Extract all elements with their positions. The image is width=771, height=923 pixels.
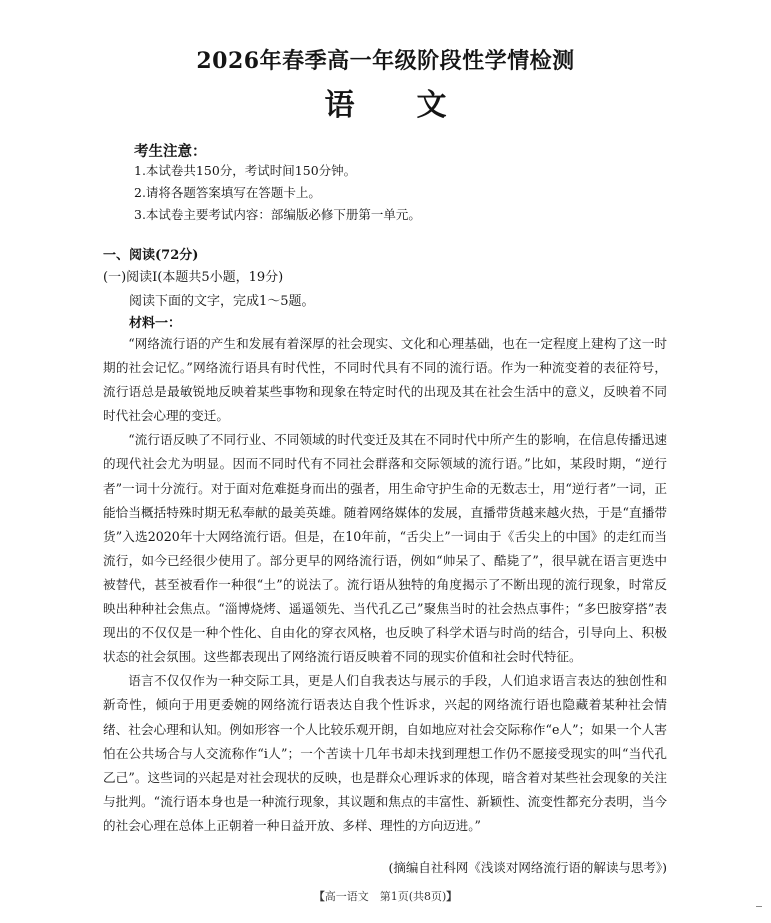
notice-item: 3.本试卷主要考试内容：部编版必修下册第一单元。 xyxy=(134,207,421,222)
subject-title: 语文 xyxy=(324,88,509,123)
subsection-title: (一)阅读Ⅰ(本题共5小题，19分) xyxy=(103,270,284,285)
passage-paragraph: “网络流行语的产生和发展有着深厚的社会现实、文化和心理基础，也在一定程度上建构了这一时期的社会记忆。”网络流行语具有时代性，不同时代具有不同的流行语。作为一种流变着的表征符号，流行语总是最敏锐地反映着某些事物和现象在特定时代的出现及其在社会生活中的意义，反映着不同时代社会心理的变迁。 xyxy=(103,336,667,424)
notice-item: 2.请将各题答案填写在答题卡上。 xyxy=(134,185,321,200)
section-title: 一、阅读(72分) xyxy=(103,248,199,263)
exam-title: 2026年春季高一年级阶段性学情检测 xyxy=(196,48,575,74)
material-label: 材料一： xyxy=(129,316,182,331)
reading-instruction: 阅读下面的文字，完成1～5题。 xyxy=(129,294,315,309)
page-footer xyxy=(0,888,771,904)
footer-right-bracket: 】 xyxy=(446,890,458,903)
passage-body xyxy=(103,332,667,838)
footer-left-bracket: 【 xyxy=(313,890,325,903)
passage-paragraph: 语言不仅仅作为一种交际工具，更是人们自我表达与展示的手段，人们追求语言表达的独创性和新奇性，倾向于用更委婉的网络流行语表达自我个性诉求，兴起的网络流行语也隐藏着某种社会情绪、社会心理和认知。例如形容一个人比较乐观开朗，自如地应对社会交际称作“e人”；如果一个人害怕在公共场合与人交流称作“i人”；一个苦读十几年书却未找到理想工作仍不愿接受现实的叫“当代孔乙己”。这些词的兴起是对社会现状的反映，也是群众心理诉求的体现，暗含着对某些社会现象的关注与批判。“流行语本身也是一种流行现象，其议题和焦点的丰富性、新颖性、流变性都充分表明，当今的社会心理在总体上正朝着一种日益开放、多样、理性的方向迈进。” xyxy=(103,673,667,833)
notice-item: 1.本试卷共150分，考试时间150分钟。 xyxy=(134,163,357,178)
passage-source: (摘编自社科网《浅谈对网络流行语的解读与思考》) xyxy=(388,860,667,875)
corner-mark xyxy=(756,903,762,907)
passage-paragraph: “流行语反映了不同行业、不同领域的时代变迁及其在不同时代中所产生的影响，在信息传播迅速的现代社会尤为明显。因而不同时代有不同社会群落和交际领域的流行语。”比如，某段时期，“逆行者”一词十分流行。对于面对危难挺身而出的强者，用生命守护生命的无数志士，用“逆行者”一词，正能恰当概括特殊时期无私奉献的最美英雄。随着网络媒体的发展，直播带货越来越火热，于是“直播带货”入选2020年十大网络流行语。但是，在10年前，“舌尖上”一词由于《舌尖上的中国》的走红而当流行，如今已经很少使用了。部分更早的网络流行语，例如“帅呆了、酷毙了”，很早就在语言更迭中被替代，甚至被看作一种很“土”的说法了。流行语从独特的角度揭示了不断出现的流行现象，时常反映出种种社会焦点。“淄博烧烤、遥遥领先、当代孔乙己”聚焦当时的社会热点事件；“多巴胺穿搭”表现出的不仅仅是一种个性化、自由化的穿衣风格，也反映了科学术语与时尚的结合，引导向上、积极状态的社会氛围。这些都表现出了网络流行语反映着不同的现实价值和社会时代特征。 xyxy=(103,432,667,665)
notice-list xyxy=(134,160,421,226)
notice-heading: 考生注意： xyxy=(134,143,207,160)
footer-text: 高一语文 第1页(共8页) xyxy=(324,890,447,903)
